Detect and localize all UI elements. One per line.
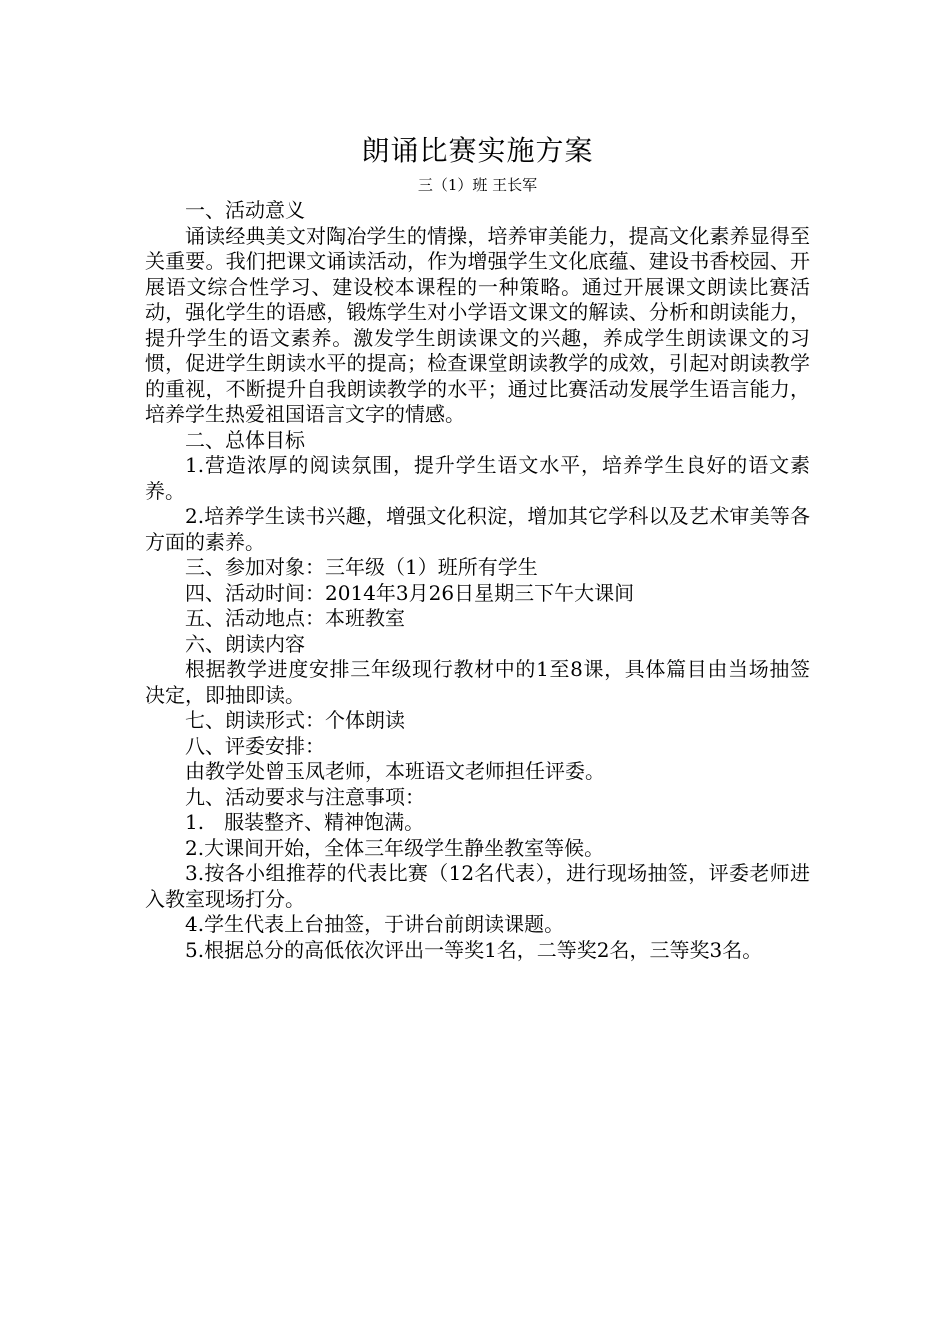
list-item: 3.按各小组推荐的代表比赛（12名代表），进行现场抽签，评委老师进入教室现场打分。 [145,861,810,911]
document-page [145,130,810,963]
paragraph: 1.营造浓厚的阅读氛围，提升学生语文水平，培养学生良好的语文素养。 [145,453,810,503]
section-heading: 八、评委安排： [185,733,325,758]
section-heading: 七、朗读形式：个体朗读 [185,708,405,732]
section-heading: 一、活动意义 [185,198,305,222]
section-heading: 三、参加对象：三年级（1）班所有学生 [185,555,538,579]
section-heading: 二、总体目标 [185,427,305,452]
section-heading: 四、活动时间：2014年3月26日星期三下午大课间 [185,580,635,605]
document-author: 三（1）班 王长军 [417,176,538,194]
paragraph: 2.培养学生读书兴趣，增强文化积淀，增加其它学科以及艺术审美等各方面的素养。 [145,504,810,554]
paragraph: 由教学处曾玉凤老师，本班语文老师担任评委。 [185,759,605,783]
section-heading: 九、活动要求与注意事项： [185,784,425,809]
document-title: 朗诵比赛实施方案 [361,134,594,167]
list-item: 5.根据总分的高低依次评出一等奖1名，二等奖2名，三等奖3名。 [185,937,763,962]
list-item: 1. 服装整齐、精神饱满。 [185,810,425,834]
section-heading: 五、活动地点：本班教室 [185,606,405,630]
list-item: 4.学生代表上台抽签，于讲台前朗读课题。 [185,912,565,936]
list-item: 2.大课间开始，全体三年级学生静坐教室等候。 [185,835,605,860]
paragraph: 诵读经典美文对陶冶学生的情操，培养审美能力，提高文化素养显得至关重要。我们把课文诵读活动，作为增强学生文化底蕴、建设书香校园、开展语文综合性学习、建设校本课程的一种策略。通过开展课文朗读比赛活动，强化学生的语感，锻炼学生对小学语文课文的解读、分析和朗读能力，提升学生的语文素养。激发学生朗读课文的兴趣，养成学生朗读课文的习惯，促进学生朗读水平的提高；检查课堂朗读教学的成效，引起对朗读教学的重视，不断提升自我朗读教学的水平；通过比赛活动发展学生语言能力，培养学生热爱祖国语言文字的情感。 [145,223,810,426]
paragraph: 根据教学进度安排三年级现行教材中的1至8课，具体篇目由当场抽签决定，即抽即读。 [145,657,810,707]
document-body [145,198,810,963]
section-heading: 六、朗读内容 [185,631,305,656]
